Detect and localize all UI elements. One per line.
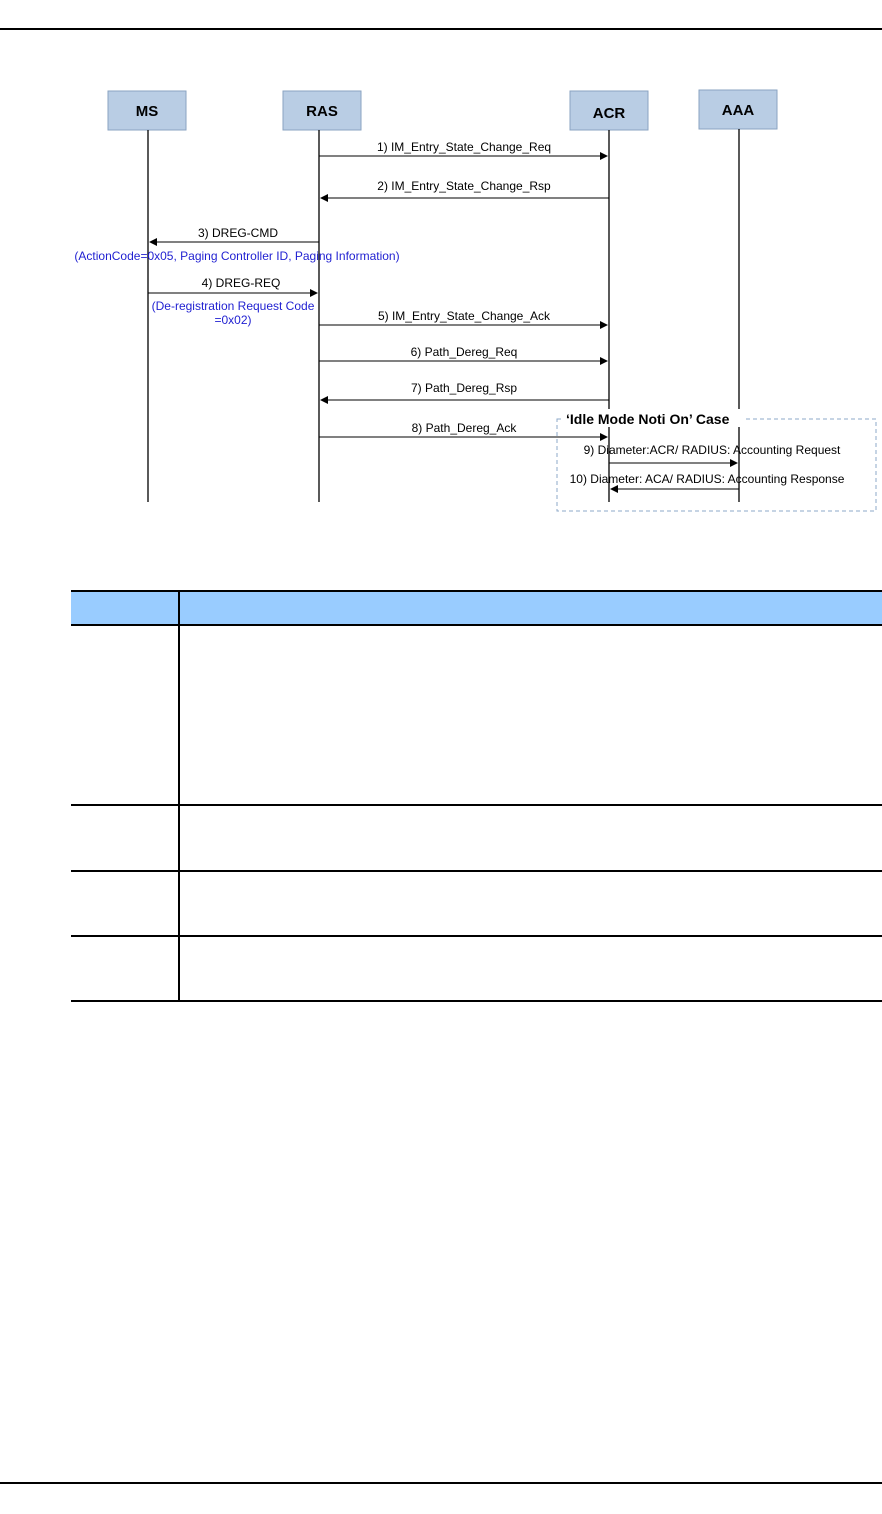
table-row	[71, 626, 882, 806]
message-9	[584, 443, 841, 463]
message-10	[570, 472, 845, 489]
message-4	[148, 276, 317, 293]
message-1	[319, 140, 607, 156]
message-6	[319, 345, 607, 361]
idle-mode-case-box	[557, 419, 876, 511]
actor-ras	[283, 91, 361, 130]
actor-label-aaa: AAA	[721, 102, 755, 119]
actor-label-ras: RAS	[306, 103, 338, 120]
footer-rule	[0, 1482, 882, 1484]
actor-ms	[108, 91, 186, 130]
message-9-label: 9) Diameter:ACR/ RADIUS: Accounting Request	[583, 443, 841, 457]
message-2	[321, 179, 609, 198]
message-3-label: 3) DREG-CMD	[198, 226, 278, 240]
sequence-diagram	[0, 0, 882, 560]
actor-aaa	[699, 90, 777, 129]
table-row	[71, 806, 882, 872]
message-6-label: 6) Path_Dereg_Req	[410, 345, 518, 359]
idle-mode-case-title: ‘Idle Mode Noti On’ Case	[566, 411, 730, 427]
table-header	[71, 590, 882, 626]
dreg-cmd-params: (ActionCode=0x05, Paging Controller ID, Paging Information)	[74, 249, 400, 263]
message-8-label: 8) Path_Dereg_Ack	[411, 421, 517, 435]
message-1-label: 1) IM_Entry_State_Change_Req	[376, 140, 552, 154]
message-4-label: 4) DREG-REQ	[201, 276, 281, 290]
table-column-divider	[178, 590, 180, 1001]
message-7-label: 7) Path_Dereg_Rsp	[410, 381, 518, 395]
actor-label-acr: ACR	[592, 105, 626, 122]
message-5-label: 5) IM_Entry_State_Change_Ack	[377, 309, 551, 323]
actor-acr	[570, 91, 648, 130]
actor-label-ms: MS	[135, 103, 159, 120]
description-table	[71, 590, 882, 1002]
message-7	[321, 381, 609, 400]
dreg-req-params-line1: (De-registration Request Code	[151, 299, 315, 313]
message-10-label: 10) Diameter: ACA/ RADIUS: Accounting Response	[569, 472, 845, 486]
message-2-label: 2) IM_Entry_State_Change_Rsp	[377, 179, 551, 193]
dreg-req-params-line2: =0x02)	[214, 313, 252, 327]
table-row	[71, 937, 882, 1002]
message-5	[319, 309, 607, 325]
table-row	[71, 872, 882, 937]
message-3	[150, 226, 319, 242]
